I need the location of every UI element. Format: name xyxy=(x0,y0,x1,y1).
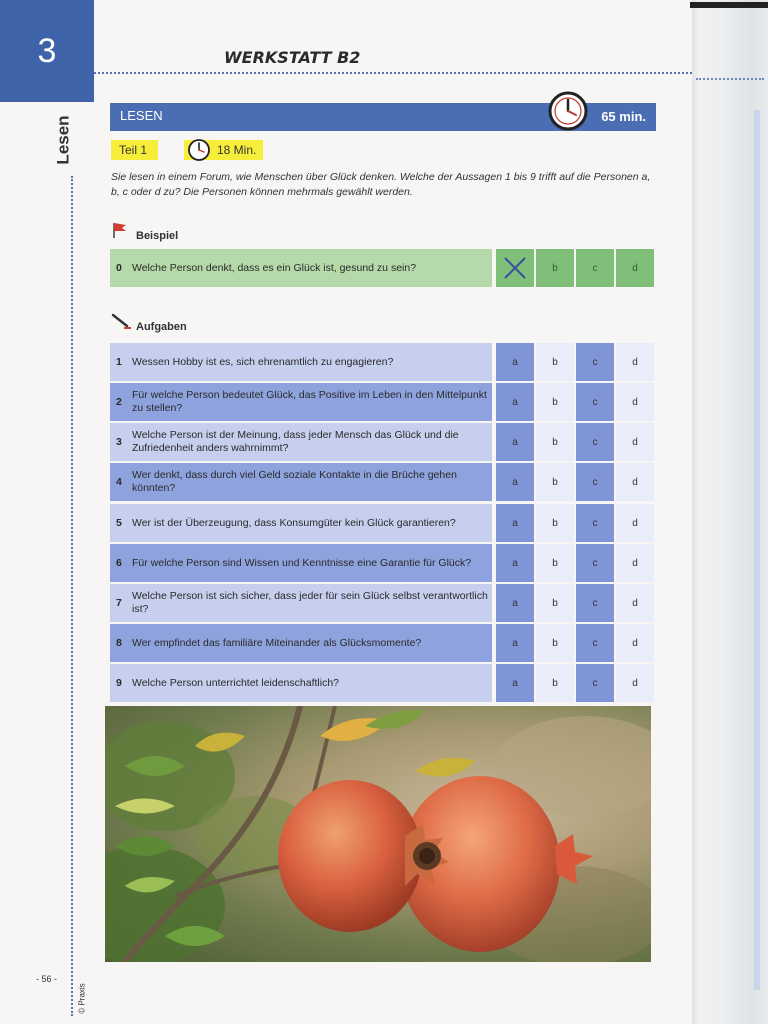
header-dotted-line xyxy=(94,72,692,74)
answer-option-d[interactable]: d xyxy=(616,544,654,582)
page-title: WERKSTATT B2 xyxy=(224,48,361,67)
task-row xyxy=(110,343,656,381)
tasks-heading: Aufgaben xyxy=(136,321,187,333)
task-question xyxy=(110,664,492,702)
part-label: Teil 1 xyxy=(119,143,148,157)
page-top-edge xyxy=(690,2,768,8)
task-row xyxy=(110,584,656,622)
task-number: 1 xyxy=(116,355,122,368)
task-row xyxy=(110,463,656,501)
task-question xyxy=(110,624,492,662)
part-label-gap xyxy=(158,140,184,160)
side-section-label-text: Lesen xyxy=(54,115,74,165)
task-question xyxy=(110,504,492,542)
answer-option-b[interactable]: b xyxy=(536,584,574,622)
adjacent-page-strip xyxy=(754,110,760,990)
part-label-box xyxy=(111,140,263,160)
task-question-text: Welche Person ist der Meinung, dass jeder Mensch das Glück und die Zufriedenheit anders wahrnimmt? xyxy=(132,429,459,454)
answer-option-c[interactable]: c xyxy=(576,544,614,582)
task-row xyxy=(110,544,656,582)
answer-option-a[interactable]: a xyxy=(496,624,534,662)
answer-option-c[interactable]: c xyxy=(576,624,614,662)
task-number: 2 xyxy=(116,395,122,408)
part-duration: 18 Min. xyxy=(217,143,257,157)
task-question-text: Wer denkt, dass durch viel Geld soziale Kontakte in die Brüche gehen könnten? xyxy=(132,469,457,494)
answer-option-d[interactable]: d xyxy=(616,504,654,542)
task-question xyxy=(110,423,492,461)
example-option-d: d xyxy=(616,249,654,287)
task-question xyxy=(110,383,492,421)
answer-option-c[interactable]: c xyxy=(576,463,614,501)
answer-option-a[interactable]: a xyxy=(496,584,534,622)
task-question-text: Für welche Person bedeutet Glück, das Positive im Leben in den Mittelpunkt zu stellen? xyxy=(132,389,487,414)
answer-option-b[interactable]: b xyxy=(536,624,574,662)
answer-option-a[interactable]: a xyxy=(496,423,534,461)
answer-option-a[interactable]: a xyxy=(496,664,534,702)
answer-option-a[interactable]: a xyxy=(496,383,534,421)
example-option-a-marked xyxy=(496,249,534,287)
task-question-text: Für welche Person sind Wissen und Kenntnisse eine Garantie für Glück? xyxy=(132,556,472,569)
answer-option-b[interactable]: b xyxy=(536,423,574,461)
section-duration: 65 min. xyxy=(601,109,646,124)
clock-icon xyxy=(548,91,588,131)
example-heading: Beispiel xyxy=(136,230,179,242)
copyright-note xyxy=(72,978,92,1018)
task-question-text: Wessen Hobby ist es, sich ehrenamtlich zu engagieren? xyxy=(132,355,394,368)
answer-option-d[interactable]: d xyxy=(616,584,654,622)
clock-small-icon xyxy=(187,138,211,162)
answer-option-d[interactable]: d xyxy=(616,343,654,381)
answer-option-c[interactable]: c xyxy=(576,664,614,702)
copyright-text: © Praxis xyxy=(77,982,87,1014)
answer-option-c[interactable]: c xyxy=(576,584,614,622)
task-question-text: Wer empfindet das familiäre Miteinander als Glücksmomente? xyxy=(132,636,422,649)
answer-option-a[interactable]: a xyxy=(496,544,534,582)
task-question-text: Welche Person ist sich sicher, dass jeder für sein Glück selbst verantwortlich ist? xyxy=(132,590,488,615)
answer-option-b[interactable]: b xyxy=(536,343,574,381)
task-question xyxy=(110,463,492,501)
answer-option-d[interactable]: d xyxy=(616,664,654,702)
task-question xyxy=(110,544,492,582)
adjacent-page-dots xyxy=(696,78,764,80)
answer-option-b[interactable]: b xyxy=(536,664,574,702)
side-section-label xyxy=(50,110,78,170)
answer-option-d[interactable]: d xyxy=(616,383,654,421)
section-title: LESEN xyxy=(120,108,163,123)
example-row xyxy=(110,249,656,287)
pomegranate-illustration xyxy=(105,706,651,962)
example-number: 0 xyxy=(116,261,122,274)
task-number: 7 xyxy=(116,596,122,609)
task-question xyxy=(110,343,492,381)
answer-option-b[interactable]: b xyxy=(536,544,574,582)
answer-option-b[interactable]: b xyxy=(536,463,574,501)
task-number: 6 xyxy=(116,556,122,569)
task-row xyxy=(110,504,656,542)
task-row xyxy=(110,423,656,461)
answer-option-a[interactable]: a xyxy=(496,504,534,542)
flag-icon xyxy=(111,221,129,239)
task-question-text: Wer ist der Überzeugung, dass Konsumgüter kein Glück garantieren? xyxy=(132,516,456,529)
task-number: 8 xyxy=(116,636,122,649)
cross-mark-icon xyxy=(502,255,528,281)
answer-option-d[interactable]: d xyxy=(616,423,654,461)
pencil-icon xyxy=(110,312,132,330)
answer-option-c[interactable]: c xyxy=(576,504,614,542)
example-option-b: b xyxy=(536,249,574,287)
answer-option-b[interactable]: b xyxy=(536,383,574,421)
task-number: 5 xyxy=(116,516,122,529)
task-row xyxy=(110,624,656,662)
task-number: 9 xyxy=(116,676,122,689)
page-number: - 56 - xyxy=(36,974,58,984)
answer-option-c[interactable]: c xyxy=(576,383,614,421)
task-instructions: Sie lesen in einem Forum, wie Menschen über Glück denken. Welche der Aussagen 1 bis 9 trifft auf die Personen a, b, c oder d zu? Die Personen können mehrmals gewählt werden. xyxy=(111,171,651,198)
answer-option-d[interactable]: d xyxy=(616,463,654,501)
answer-option-d[interactable]: d xyxy=(616,624,654,662)
example-question xyxy=(110,249,492,287)
task-row xyxy=(110,383,656,421)
example-option-c: c xyxy=(576,249,614,287)
answer-option-b[interactable]: b xyxy=(536,504,574,542)
answer-option-a[interactable]: a xyxy=(496,463,534,501)
answer-option-c[interactable]: c xyxy=(576,343,614,381)
adjacent-page-edge xyxy=(692,0,768,1024)
answer-option-a[interactable]: a xyxy=(496,343,534,381)
example-question-text: Welche Person denkt, dass es ein Glück ist, gesund zu sein? xyxy=(132,261,417,274)
task-question xyxy=(110,584,492,622)
answer-option-c[interactable]: c xyxy=(576,423,614,461)
task-question-text: Welche Person unterrichtet leidenschaftlich? xyxy=(132,676,340,689)
task-row xyxy=(110,664,656,702)
task-number: 3 xyxy=(116,435,122,448)
task-number: 4 xyxy=(116,475,122,488)
pomegranate-photo xyxy=(105,706,651,962)
chapter-number-tab: 3 xyxy=(0,0,94,102)
side-dotted-line xyxy=(71,176,73,1016)
